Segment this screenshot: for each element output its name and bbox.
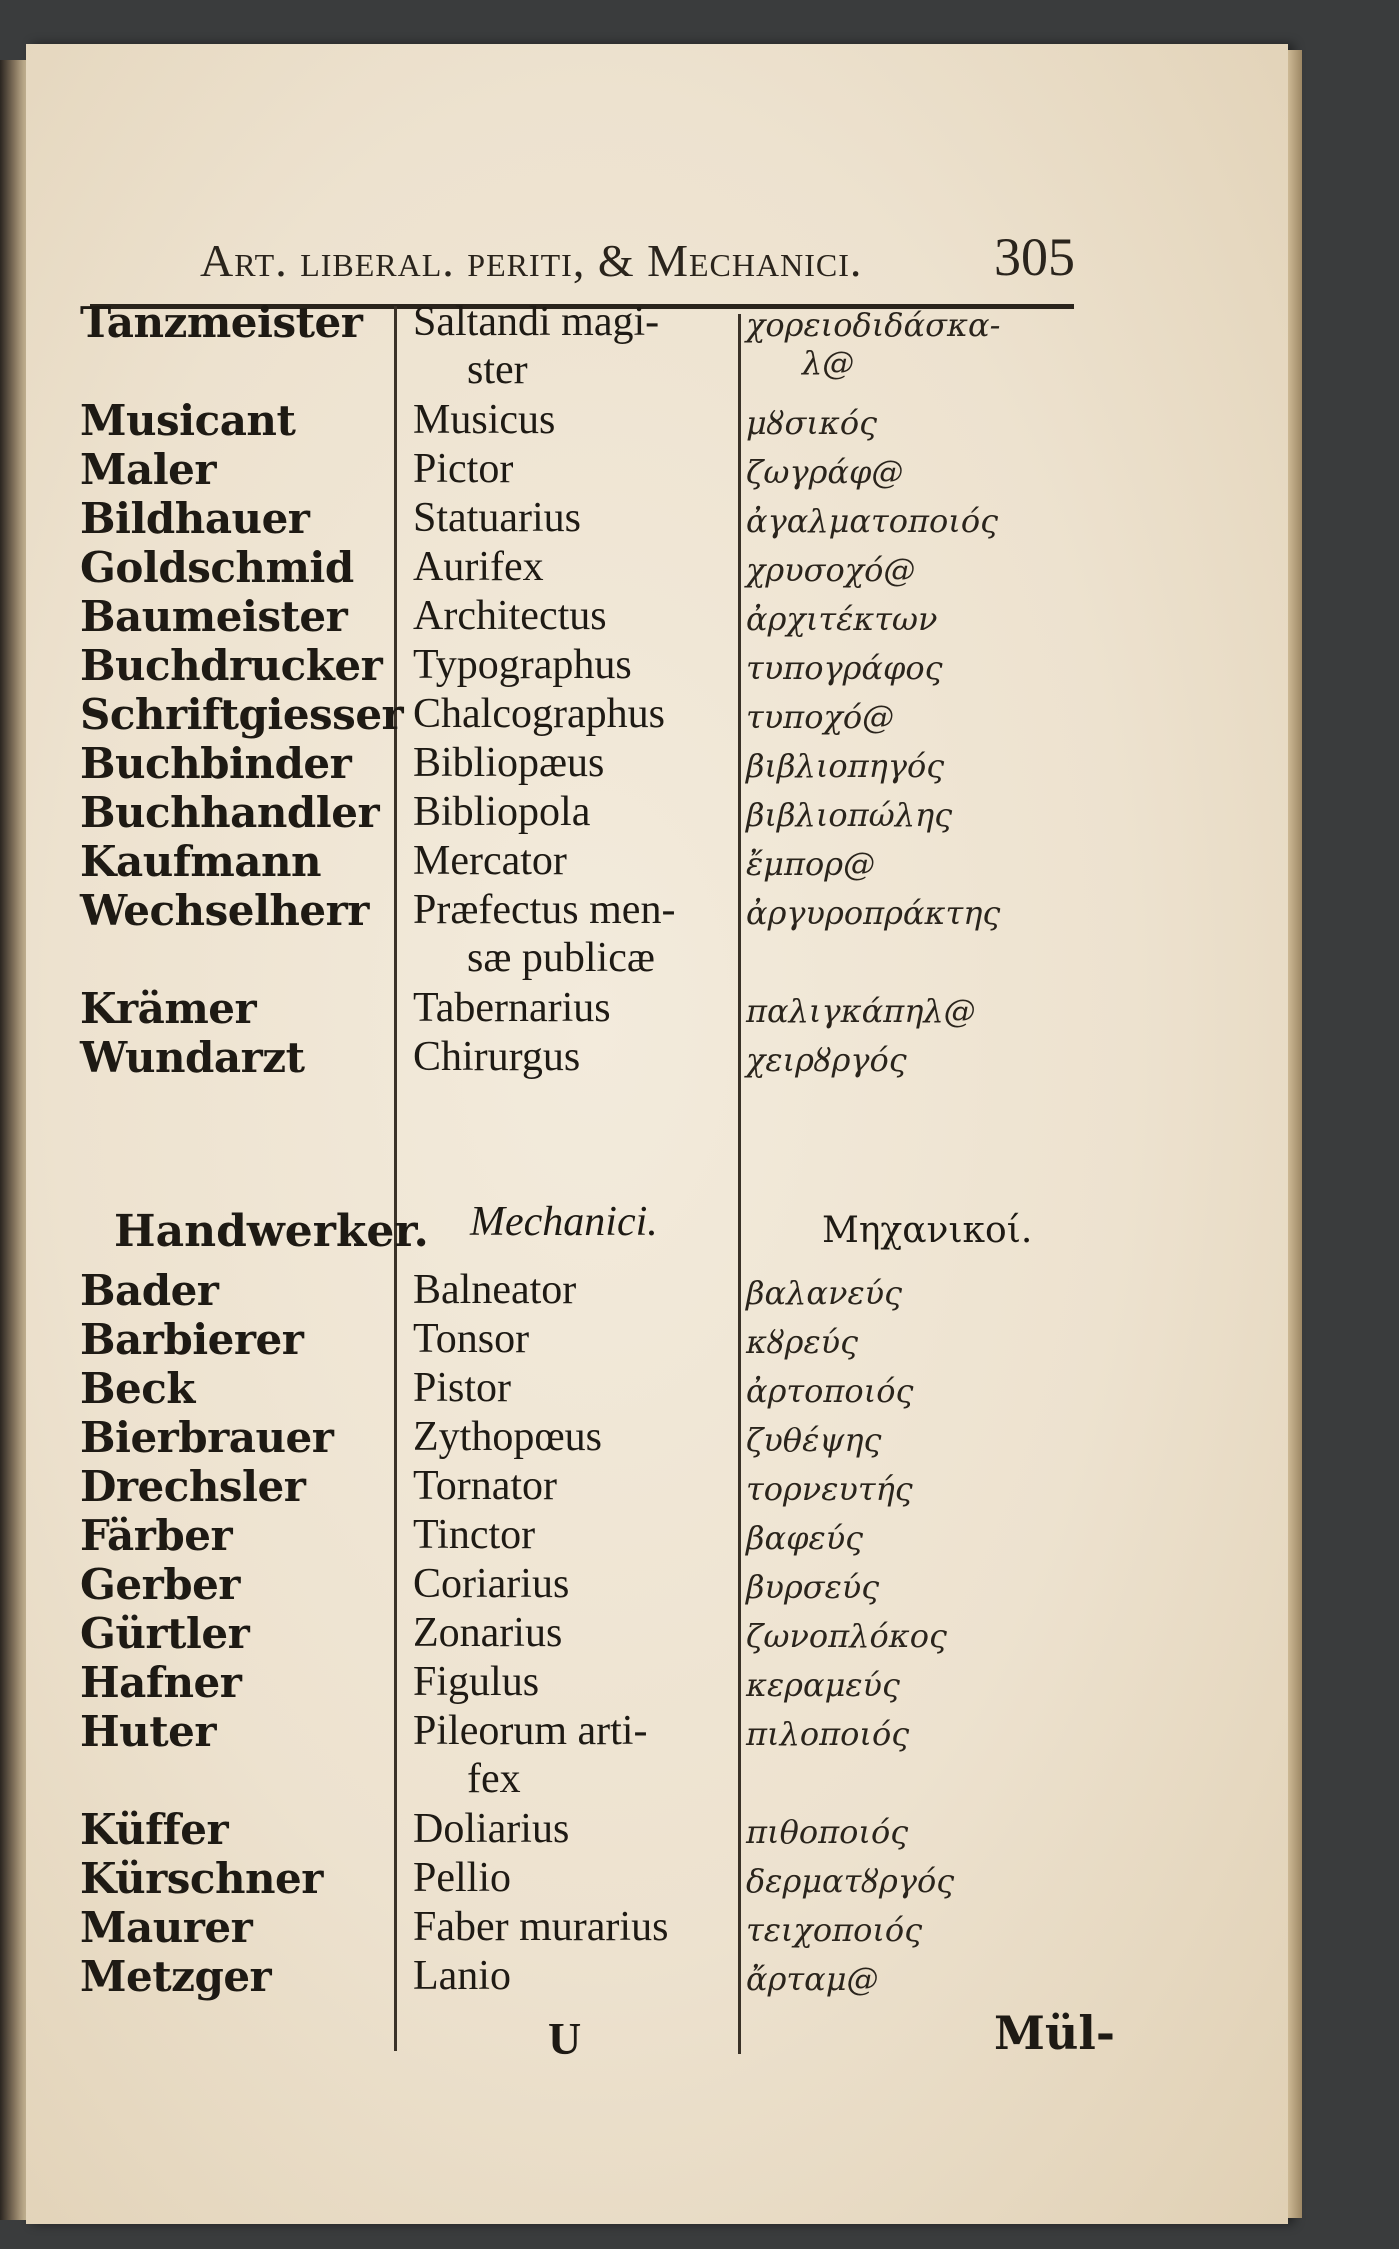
latin-term (413, 543, 544, 591)
greek-term (746, 1805, 908, 1851)
latin-term-line: Coriarius (413, 1561, 570, 1607)
section-heading-greek: Μηχανικοί. (822, 1210, 1033, 1251)
greek-term-continuation: λ@ (802, 344, 855, 382)
latin-term-line: Balneator (413, 1267, 577, 1313)
greek-term-line: δερματȣργός (746, 1862, 955, 1900)
greek-term-line: χορειοδιδάσκα- (746, 306, 1001, 344)
german-term: Kaufmann (80, 837, 322, 886)
latin-term-line: Faber murarius (413, 1904, 669, 1950)
greek-term (746, 739, 944, 785)
greek-term (746, 1560, 879, 1606)
binding-strip (0, 60, 26, 2220)
latin-term (413, 984, 611, 1032)
german-term: Maler (80, 445, 217, 494)
german-term: Färber (80, 1511, 233, 1560)
greek-term-line: ἔμπορ@ (746, 845, 876, 883)
german-term: Baumeister (80, 592, 348, 641)
page-edge (1288, 50, 1302, 2218)
greek-term-line: βαλανεύς (746, 1274, 902, 1312)
german-term: Krämer (80, 984, 257, 1033)
german-term: Hafner (80, 1658, 242, 1707)
latin-term-line: Lanio (413, 1953, 511, 1999)
latin-term (413, 1609, 562, 1657)
latin-term-continuation: fex (467, 1756, 521, 1802)
greek-term-line: ζωνοπλόκος (746, 1617, 947, 1655)
latin-term-line: Pileorum arti- (413, 1708, 648, 1754)
latin-term-line: Chirurgus (413, 1034, 581, 1080)
greek-term-line: τυπογράφος (746, 649, 943, 687)
latin-term-line: Bibliopola (413, 789, 591, 835)
greek-term-line: χειρȣργός (746, 1041, 907, 1079)
latin-term-line: Musicus (413, 397, 556, 443)
latin-term (413, 1903, 668, 1951)
greek-term-line: βιβλιοπηγός (746, 747, 945, 785)
greek-term (746, 788, 952, 834)
latin-term-line: Architectus (413, 593, 607, 639)
greek-term-line: πιλοποιός (746, 1715, 910, 1753)
greek-term-line: ἀρχιτέκτων (746, 600, 938, 638)
latin-term (413, 1854, 511, 1902)
latin-term-line: Tornator (413, 1463, 558, 1509)
page-number: 305 (994, 227, 1075, 287)
greek-term-line: κεραμεύς (746, 1666, 900, 1704)
latin-term (413, 1462, 557, 1510)
latin-term (413, 298, 659, 394)
latin-term (413, 739, 604, 787)
latin-term (413, 1413, 602, 1461)
book-page (26, 44, 1288, 2224)
greek-term-line: κȣρεύς (746, 1323, 859, 1361)
latin-term (413, 1707, 647, 1803)
latin-term-line: Pellio (413, 1855, 512, 1901)
latin-term-line: Typographus (413, 642, 632, 688)
latin-term (413, 445, 513, 493)
greek-term (746, 690, 894, 736)
german-term: Wechselherr (80, 886, 369, 935)
latin-term (413, 641, 632, 689)
german-term: Musicant (80, 396, 296, 445)
greek-term (746, 1854, 954, 1900)
german-term: Maurer (80, 1903, 253, 1952)
greek-term (746, 445, 903, 491)
latin-term (413, 494, 581, 542)
latin-term (413, 886, 675, 982)
german-term: Gürtler (80, 1609, 250, 1658)
latin-term (413, 1560, 569, 1608)
latin-term-line: Zonarius (413, 1610, 563, 1656)
greek-term (746, 494, 998, 540)
greek-term (746, 1413, 881, 1459)
latin-term-line: Figulus (413, 1659, 540, 1705)
latin-term (413, 1364, 511, 1412)
greek-term (746, 886, 1000, 932)
greek-term-line: ζυθέψης (746, 1421, 882, 1459)
latin-term (413, 1315, 529, 1363)
greek-term-line: ζωγράφ@ (746, 453, 904, 491)
german-term: Tanzmeister (80, 298, 363, 347)
greek-term (746, 1609, 947, 1655)
latin-term (413, 1805, 569, 1853)
latin-term-line: Tinctor (413, 1512, 536, 1558)
greek-term-line: ἀργυροπράκτης (746, 894, 1001, 932)
german-term: Huter (80, 1707, 216, 1756)
german-term: Bierbrauer (80, 1413, 334, 1462)
greek-term-line: ἀγαλματοποιός (746, 502, 999, 540)
latin-term (413, 690, 665, 738)
greek-term (746, 1266, 902, 1312)
greek-term (746, 1033, 907, 1079)
latin-term (413, 1658, 539, 1706)
greek-term-line: πιθοποιός (746, 1813, 909, 1851)
greek-term-line: βιβλιοπώλης (746, 796, 953, 834)
greek-term (746, 641, 943, 687)
latin-term (413, 1266, 576, 1314)
signature-mark: U (548, 2013, 582, 2064)
latin-term-line: Tonsor (413, 1316, 530, 1362)
latin-term-line: Præfectus men- (413, 887, 676, 933)
greek-term-line: ἀρτοποιός (746, 1372, 914, 1410)
latin-term-continuation: ster (467, 347, 528, 393)
greek-term-line: βαφεύς (746, 1519, 864, 1557)
german-term: Buchhandler (80, 788, 380, 837)
latin-term (413, 1952, 511, 2000)
section-heading-german: Handwerker. (114, 1206, 429, 1257)
german-term: Bildhauer (80, 494, 310, 543)
greek-term (746, 543, 915, 589)
latin-term-line: Aurifex (413, 544, 544, 590)
greek-term (746, 396, 877, 442)
latin-term-line: Bibliopæus (413, 740, 605, 786)
greek-term (746, 1511, 863, 1557)
german-term: Drechsler (80, 1462, 306, 1511)
catchword: Mül- (994, 2006, 1115, 2060)
greek-term (746, 1903, 922, 1949)
greek-term (746, 837, 875, 883)
greek-term (746, 984, 976, 1030)
running-title: Art. liberal. periti, & Mechanici. (200, 235, 863, 286)
greek-term-line: ἄρταμ@ (746, 1960, 879, 1998)
german-term: Metzger (80, 1952, 272, 2001)
german-term: Wundarzt (80, 1033, 305, 1082)
latin-term-line: Chalcographus (413, 691, 665, 737)
latin-term (413, 837, 567, 885)
latin-term (413, 788, 590, 836)
latin-term (413, 1033, 580, 1081)
greek-term (746, 592, 937, 638)
greek-term-line: τειχοποιός (746, 1911, 923, 1949)
german-term: Buchbinder (80, 739, 352, 788)
latin-term-line: Pistor (413, 1365, 512, 1411)
german-term: Gerber (80, 1560, 240, 1609)
greek-term (746, 298, 1000, 382)
german-term: Kürschner (80, 1854, 323, 1903)
german-term: Barbierer (80, 1315, 304, 1364)
greek-term (746, 1462, 913, 1508)
greek-term (746, 1315, 858, 1361)
german-term: Bader (80, 1266, 219, 1315)
greek-term-line: χρυσοχό@ (746, 551, 916, 589)
german-term: Beck (80, 1364, 195, 1413)
latin-term (413, 396, 555, 444)
latin-term-line: Doliarius (413, 1806, 570, 1852)
german-term: Schriftgiesser (80, 690, 404, 739)
latin-term-line: Tabernarius (413, 985, 611, 1031)
greek-term (746, 1658, 900, 1704)
latin-term-line: Mercator (413, 838, 567, 884)
latin-term (413, 592, 607, 640)
greek-term-line: βυρσεύς (746, 1568, 880, 1606)
greek-term (746, 1952, 879, 1998)
latin-term-continuation: sæ publicæ (467, 935, 655, 981)
greek-term-line: παλιγκάπηλ@ (746, 992, 976, 1030)
latin-term-line: Pictor (413, 446, 514, 492)
latin-term-line: Statuarius (413, 495, 581, 541)
german-term: Küffer (80, 1805, 229, 1854)
vocabulary-entries (26, 44, 1288, 2224)
section-heading-latin: Mechanici. (470, 1199, 658, 1245)
german-term: Buchdrucker (80, 641, 383, 690)
greek-term (746, 1364, 913, 1410)
latin-term-line: Zythopœus (413, 1414, 602, 1460)
greek-term-line: μȣσικός (746, 404, 878, 442)
greek-term (746, 1707, 909, 1753)
greek-term-line: τορνευτής (746, 1470, 913, 1508)
greek-term-line: τυποχό@ (746, 698, 895, 736)
latin-term (413, 1511, 535, 1559)
german-term: Goldschmid (80, 543, 354, 592)
latin-term-line: Saltandi magi- (413, 299, 660, 345)
